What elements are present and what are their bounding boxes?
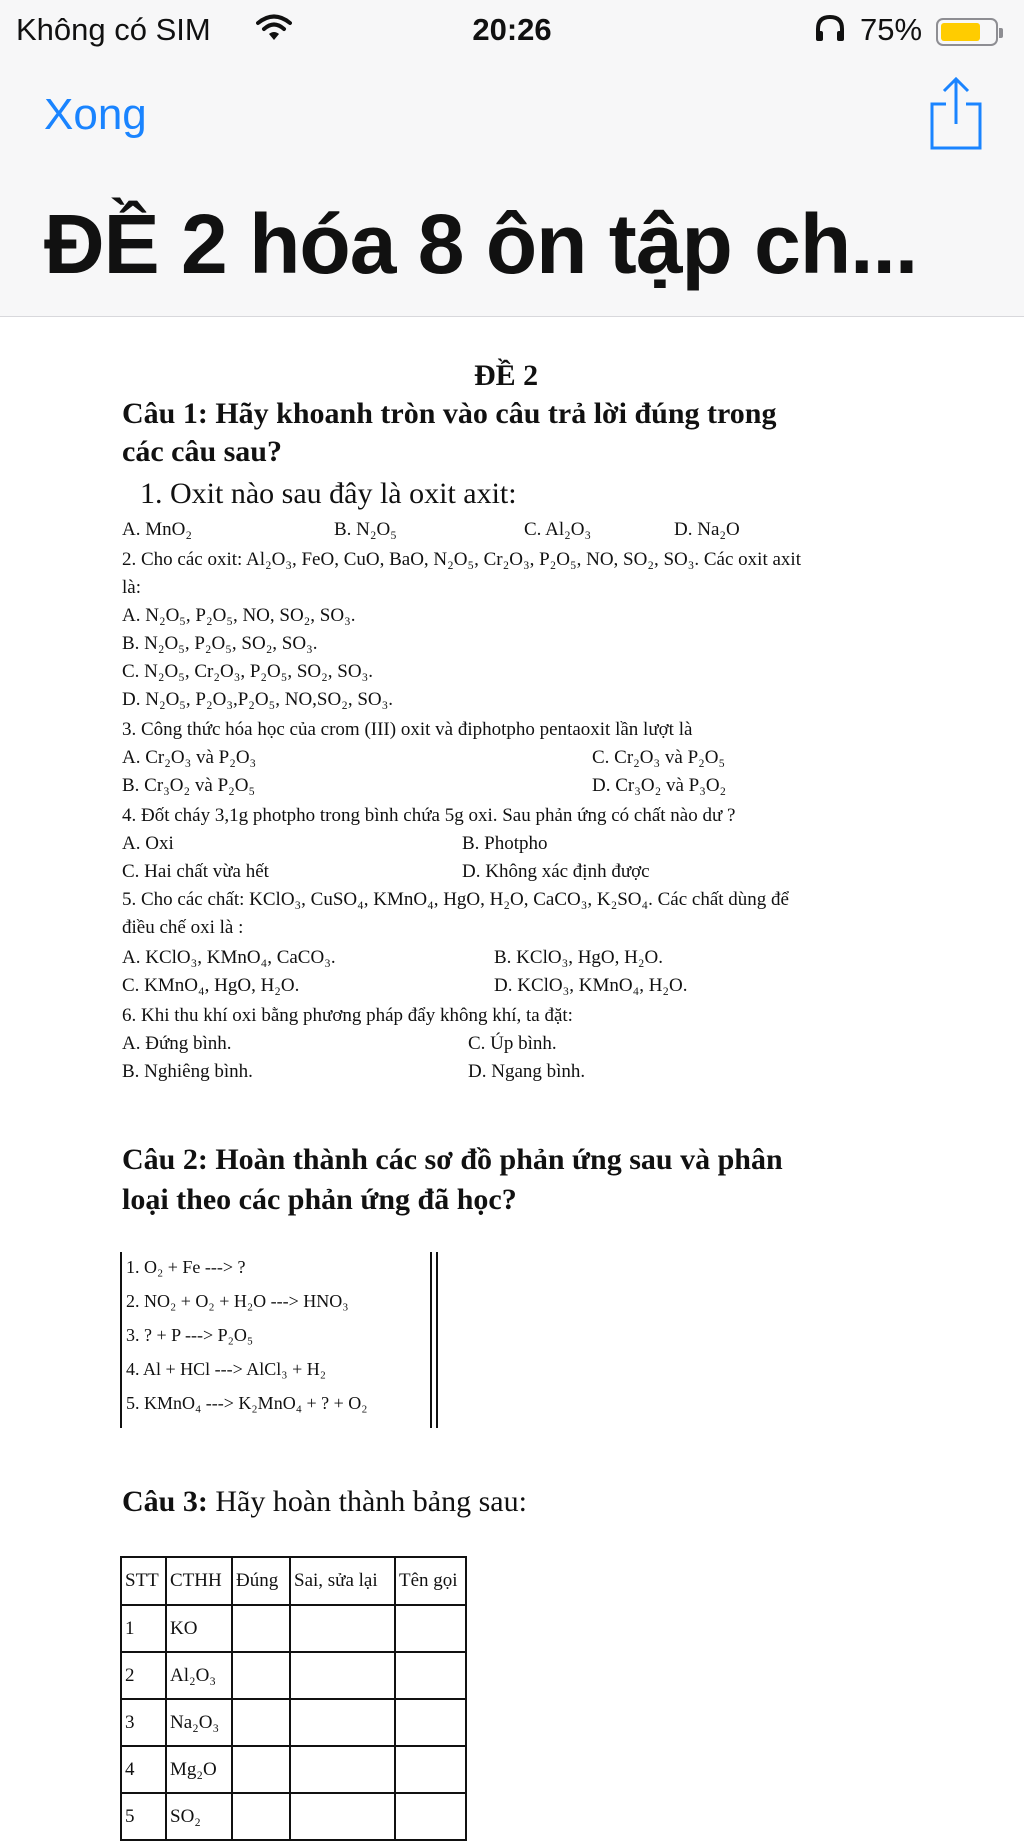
table-row: [121, 1605, 466, 1652]
equation-left-bar: [120, 1252, 122, 1428]
row-correct-cell: [232, 1652, 290, 1699]
row-stt: 2: [121, 1652, 166, 1699]
header-stt: STT: [121, 1557, 166, 1605]
header-dung: Đúng: [232, 1557, 290, 1605]
table-header-row: [121, 1557, 466, 1605]
row-formula: SO₂: [166, 1793, 232, 1840]
q1-title-line1: Câu 1: Hãy khoanh tròn vào câu trả lời đúng trong: [122, 397, 777, 430]
q1-s5-question-line1: 5. Cho các chất: KClO₃, CuSO₄, KMnO₄, HgO, H₂O, CaCO₃, K₂SO₄. Các chất dùng để: [122, 889, 789, 910]
row-formula: Na₂O₃: [166, 1699, 232, 1746]
status-bar: [0, 8, 1024, 52]
row-formula: Al₂O₃: [166, 1652, 232, 1699]
row-fix-cell: [290, 1746, 395, 1793]
row-stt: 4: [121, 1746, 166, 1793]
q1-s6-d: D. Ngang bình.: [468, 1061, 586, 1082]
row-fix-cell: [290, 1793, 395, 1840]
equation-1: 1. O₂ + Fe ---> ?: [126, 1257, 246, 1277]
row-stt: 3: [121, 1699, 166, 1746]
q1-s2-d: D. N₂O₅, P₂O₃,P₂O₅, NO,SO₂, SO₃.: [122, 689, 394, 710]
q1-s3-b: B. Cr₃O₂ và P₂O₅: [122, 775, 256, 796]
q1-s4-b: B. Photpho: [462, 833, 548, 854]
equation-5: 5. KMnO₄ ---> K₂MnO₄ + ? + O₂: [126, 1393, 368, 1413]
row-correct-cell: [232, 1746, 290, 1793]
q1-s1-c: C. Al₂O₃: [524, 519, 592, 540]
row-formula: KO: [166, 1605, 232, 1652]
top-bar: [0, 0, 1024, 317]
q1-s1-d: D. Na₂O: [674, 519, 740, 540]
carrier-label: Không có SIM: [16, 12, 211, 47]
table-row: [121, 1793, 466, 1840]
q1-s2-question-line2: là:: [122, 577, 141, 598]
equation-right-bar-1: [430, 1252, 432, 1428]
q1-s1-b: B. N₂O₅: [334, 519, 397, 540]
document-title: ĐỀ 2 hóa 8 ôn tập ch...: [44, 197, 918, 291]
q3-title-bold: Câu 3:: [122, 1485, 208, 1518]
q1-s6-b: B. Nghiêng bình.: [122, 1061, 253, 1082]
row-correct-cell: [232, 1605, 290, 1652]
q1-s4-d: D. Không xác định được: [462, 861, 650, 882]
equation-3: 3. ? + P ---> P₂O₅: [126, 1325, 254, 1345]
battery-percent: 75%: [860, 12, 923, 47]
q2-title-line2: loại theo các phản ứng đã học?: [122, 1183, 517, 1216]
q1-s5-b: B. KClO₃, HgO, H₂O.: [494, 947, 663, 968]
q1-s6-c: C. Úp bình.: [468, 1033, 557, 1054]
q1-s5-question-line2: điều chế oxi là :: [122, 917, 244, 938]
q1-s2-b: B. N₂O₅, P₂O₅, SO₂, SO₃.: [122, 633, 318, 654]
q1-s3-c: C. Cr₂O₃ và P₂O₅: [592, 747, 726, 768]
battery-fill: [941, 23, 980, 41]
q2-title-line1: Câu 2: Hoàn thành các sơ đồ phản ứng sau và phân: [122, 1143, 783, 1176]
battery-nub: [999, 28, 1003, 38]
q1-s4-c: C. Hai chất vừa hết: [122, 861, 269, 882]
q3-title-rest: Hãy hoàn thành bảng sau:: [207, 1485, 527, 1518]
header-ten-goi: Tên gọi: [395, 1557, 466, 1605]
q1-s5-c: C. KMnO₄, HgO, H₂O.: [122, 975, 300, 996]
row-name-cell: [395, 1746, 466, 1793]
q1-s4-question: 4. Đốt cháy 3,1g photpho trong bình chứa 5g oxi. Sau phản ứng có chất nào dư ?: [122, 805, 736, 826]
q3-title: [122, 1485, 527, 1519]
q1-s5-a: A. KClO₃, KMnO₄, CaCO₃.: [122, 947, 336, 968]
row-formula: Mg₂O: [166, 1746, 232, 1793]
q1-s2-a: A. N₂O₅, P₂O₅, NO, SO₂, SO₃.: [122, 605, 356, 626]
battery-icon: [936, 18, 998, 46]
equation-4: 4. Al + HCl ---> AlCl₃ + H₂: [126, 1359, 327, 1379]
row-correct-cell: [232, 1793, 290, 1840]
q1-s5-d: D. KClO₃, KMnO₄, H₂O.: [494, 975, 688, 996]
equation-right-bar-2: [436, 1252, 438, 1428]
row-fix-cell: [290, 1652, 395, 1699]
q1-s1-question: 1. Oxit nào sau đây là oxit axit:: [140, 477, 517, 510]
q1-title-line2: các câu sau?: [122, 435, 282, 468]
row-name-cell: [395, 1793, 466, 1840]
row-stt: 1: [121, 1605, 166, 1652]
equation-2: 2. NO₂ + O₂ + H₂O ---> HNO₃: [126, 1291, 349, 1311]
row-fix-cell: [290, 1699, 395, 1746]
header-cthh: CTHH: [166, 1557, 232, 1605]
q1-s6-a: A. Đứng bình.: [122, 1033, 232, 1054]
header-sai-sua-lai: Sai, sửa lại: [290, 1557, 395, 1605]
row-name-cell: [395, 1605, 466, 1652]
row-name-cell: [395, 1699, 466, 1746]
answer-table: [120, 1556, 467, 1841]
q1-s4-a: A. Oxi: [122, 833, 174, 854]
clock: 20:26: [472, 12, 552, 47]
done-button[interactable]: Xong: [44, 90, 147, 139]
q1-s2-c: C. N₂O₅, Cr₂O₃, P₂O₅, SO₂, SO₃.: [122, 661, 373, 682]
q1-s3-d: D. Cr₃O₂ và P₃O₂: [592, 775, 727, 796]
q1-s3-a: A. Cr₂O₃ và P₂O₃: [122, 747, 257, 768]
q1-s6-question: 6. Khi thu khí oxi bằng phương pháp đẩy không khí, ta đặt:: [122, 1005, 573, 1026]
q1-s1-a: A. MnO₂: [122, 519, 192, 540]
q1-s2-question-line1: 2. Cho các oxit: Al₂O₃, FeO, CuO, BaO, N₂O₅, Cr₂O₃, P₂O₅, NO, SO₂, SO₃. Các oxit axit: [122, 549, 801, 570]
doc-heading: ĐỀ 2: [474, 359, 539, 392]
share-icon[interactable]: [926, 76, 986, 152]
row-stt: 5: [121, 1793, 166, 1840]
row-correct-cell: [232, 1699, 290, 1746]
row-name-cell: [395, 1652, 466, 1699]
headphones-icon: [814, 14, 846, 50]
q1-s3-question: 3. Công thức hóa học của crom (III) oxit và điphotpho pentaoxit lần lượt là: [122, 719, 693, 740]
table-row: [121, 1746, 466, 1793]
document-page: [0, 317, 1024, 1827]
table-row: [121, 1652, 466, 1699]
row-fix-cell: [290, 1605, 395, 1652]
table-row: [121, 1699, 466, 1746]
